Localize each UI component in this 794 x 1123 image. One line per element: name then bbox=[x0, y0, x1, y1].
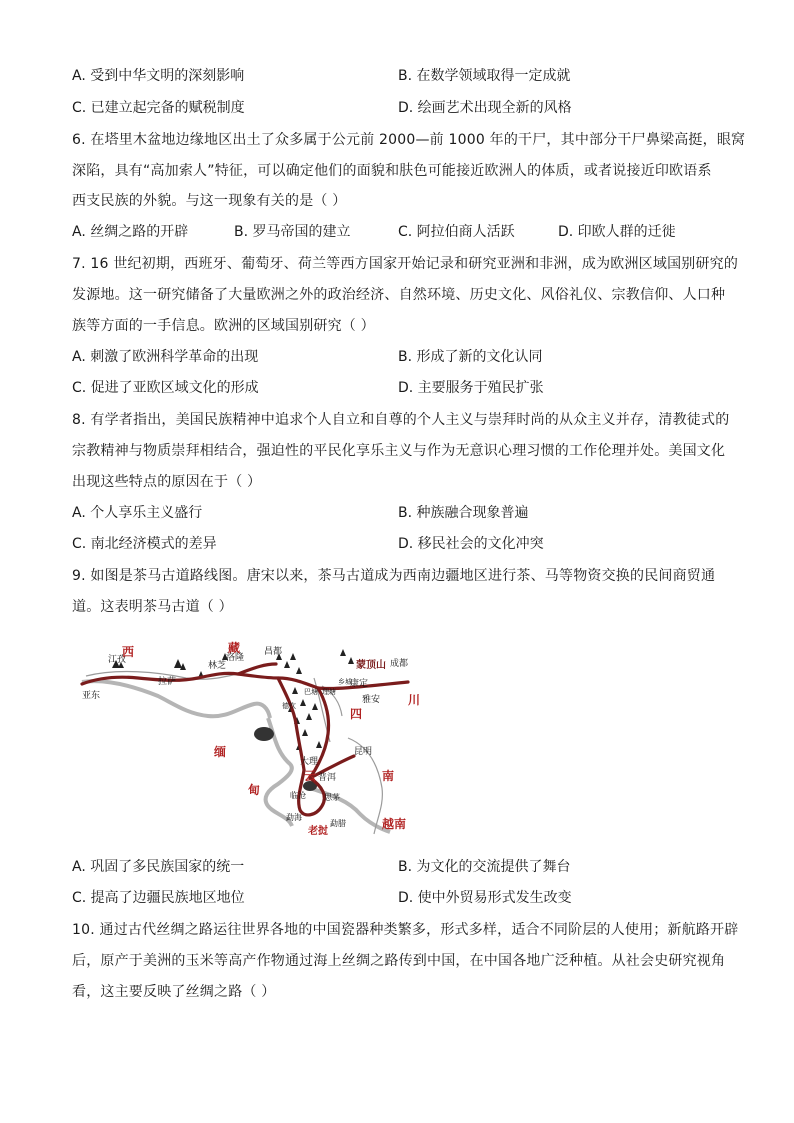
map-region-yuenan: 越南 bbox=[382, 817, 407, 831]
q7-stem-line-3: 族等方面的一手信息。欧洲的区域国别研究（ ） bbox=[72, 318, 375, 334]
q5-option-a: A. 受到中华文明的深刻影响 bbox=[72, 68, 245, 84]
q7-stem-line-2: 发源地。这一研究储备了大量欧洲之外的政治经济、自然环境、历史文化、风俗礼仪、宗教信仰、人口种 bbox=[72, 287, 726, 303]
q6-stem-line-1: 6. 在塔里木盆地边缘地区出土了众多属于公元前 2000—前 1000 年的干尸，其中部分干尸鼻梁高挺，眼窝 bbox=[72, 132, 746, 148]
map-label-simao: 思茅 bbox=[324, 793, 340, 802]
map-label-lincang: 临沧 bbox=[290, 791, 306, 800]
q8-option-d: D. 移民社会的文化冲突 bbox=[398, 536, 544, 552]
q9-stem-line-1: 9. 如图是茶马古道路线图。唐宋以来，茶马古道成为西南边疆地区进行茶、马等物资交换的民间商贸通 bbox=[72, 568, 716, 584]
map-region-mian: 缅 bbox=[214, 745, 227, 759]
q9-stem-line-2: 道。这表明茶马古道（ ） bbox=[72, 599, 233, 615]
map-label-deqin: 德钦 bbox=[282, 702, 296, 710]
q6-stem-line-3: 西支民族的外貌。与这一现象有关的是（ ） bbox=[72, 193, 347, 209]
q7-option-b: B. 形成了新的文化认同 bbox=[398, 349, 543, 365]
q6-option-c: C. 阿拉伯商人活跃 bbox=[398, 224, 515, 240]
q5-option-d: D. 绘画艺术出现全新的风格 bbox=[398, 100, 572, 116]
q9-option-a: A. 巩固了多民族国家的统一 bbox=[72, 859, 245, 875]
q10-stem-line-3: 看，这主要反映了丝绸之路（ ） bbox=[72, 984, 276, 1000]
q7-option-d: D. 主要服务于殖民扩张 bbox=[398, 380, 544, 396]
map-label-kangding: 康定 bbox=[350, 679, 369, 689]
q9-option-d: D. 使中外贸易形式发生改变 bbox=[398, 890, 572, 906]
map-label-chengdu: 成都 bbox=[390, 659, 409, 669]
q7-stem-line-1: 7. 16 世纪初期，西班牙、葡萄牙、荷兰等西方国家开始记录和研究亚洲和非洲，成为欧洲区域国别研究的 bbox=[72, 256, 739, 272]
map-region-si: 四 bbox=[350, 707, 363, 721]
map-label-batang: 巴塘 bbox=[304, 688, 318, 696]
q7-option-a: A. 刺激了欧洲科学革命的出现 bbox=[72, 349, 259, 365]
map-label-mengla: 勐腊 bbox=[330, 819, 346, 828]
q6-stem-line-2: 深陷，具有“高加索人”特征，可以确定他们的面貌和肤色可能接近欧洲人的体质，或者说接近印欧语系 bbox=[72, 163, 712, 179]
map-label-yaan: 雅安 bbox=[362, 695, 381, 705]
map-label-changdu: 昌都 bbox=[264, 647, 283, 657]
q5-option-c: C. 已建立起完备的赋税制度 bbox=[72, 100, 245, 116]
map-label-puer: 普洱 bbox=[318, 773, 337, 783]
q8-stem-line-1: 8. 有学者指出，美国民族精神中追求个人自立和自尊的个人主义与崇拜时尚的从众主义并存，清教徒式的 bbox=[72, 412, 730, 428]
map-label-mengdingshan: 蒙顶山 bbox=[356, 660, 386, 671]
map-label-lasa: 拉萨 bbox=[158, 677, 177, 687]
map-label-litang: 理塘 bbox=[322, 688, 336, 696]
mountain-symbols bbox=[112, 649, 354, 750]
map-label-linzhi: 林芝 bbox=[208, 661, 227, 671]
map-lake bbox=[254, 727, 274, 741]
map-label-yadong: 亚东 bbox=[82, 691, 101, 701]
map-label-jiangzi: 江孜 bbox=[108, 655, 127, 665]
q8-stem-line-2: 宗教精神与物质崇拜相结合，强迫性的平民化享乐主义与作为无意识心理习惯的工作伦理并处。美国文化 bbox=[72, 443, 726, 459]
q9-option-b: B. 为文化的交流提供了舞台 bbox=[398, 859, 571, 875]
map-region-xi: 西 bbox=[122, 645, 135, 659]
map-region-yun: 云 bbox=[304, 769, 317, 783]
map-label-xiangcheng: 乡城 bbox=[338, 678, 352, 686]
map-label-menghai: 勐海 bbox=[286, 813, 302, 822]
map-label-dali: 大理 bbox=[300, 757, 319, 767]
q8-option-b: B. 种族融合现象普遍 bbox=[398, 505, 529, 521]
map-region-dian: 甸 bbox=[248, 783, 261, 797]
q10-stem-line-2: 后，原产于美洲的玉米等高产作物通过海上丝绸之路传到中国，在中国各地广泛种植。从社会史研究视角 bbox=[72, 953, 726, 969]
map-label-luolong: 洛隆 bbox=[226, 653, 245, 663]
map-region-laowo: 老挝 bbox=[308, 826, 328, 836]
map-label-kunming: 昆明 bbox=[354, 747, 373, 757]
q6-option-b: B. 罗马帝国的建立 bbox=[234, 224, 351, 240]
q9-option-c: C. 提高了边疆民族地区地位 bbox=[72, 890, 245, 906]
q8-option-c: C. 南北经济模式的差异 bbox=[72, 536, 217, 552]
map-region-chuan: 川 bbox=[408, 693, 421, 707]
map-region-nan: 南 bbox=[382, 769, 395, 783]
q7-option-c: C. 促进了亚欧区域文化的形成 bbox=[72, 380, 259, 396]
q5-option-b: B. 在数学领域取得一定成就 bbox=[398, 68, 571, 84]
q6-option-a: A. 丝绸之路的开辟 bbox=[72, 224, 189, 240]
map-region-zang: 藏 bbox=[228, 641, 241, 655]
tea-horse-road-map bbox=[78, 638, 440, 836]
q8-option-a: A. 个人享乐主义盛行 bbox=[72, 505, 203, 521]
q8-stem-line-3: 出现这些特点的原因在于（ ） bbox=[72, 474, 262, 490]
q6-option-d: D. 印欧人群的迁徙 bbox=[558, 224, 676, 240]
q10-stem-line-1: 10. 通过古代丝绸之路运往世界各地的中国瓷器种类繁多，形式多样，适合不同阶层的人使用；新航路开辟 bbox=[72, 922, 739, 938]
